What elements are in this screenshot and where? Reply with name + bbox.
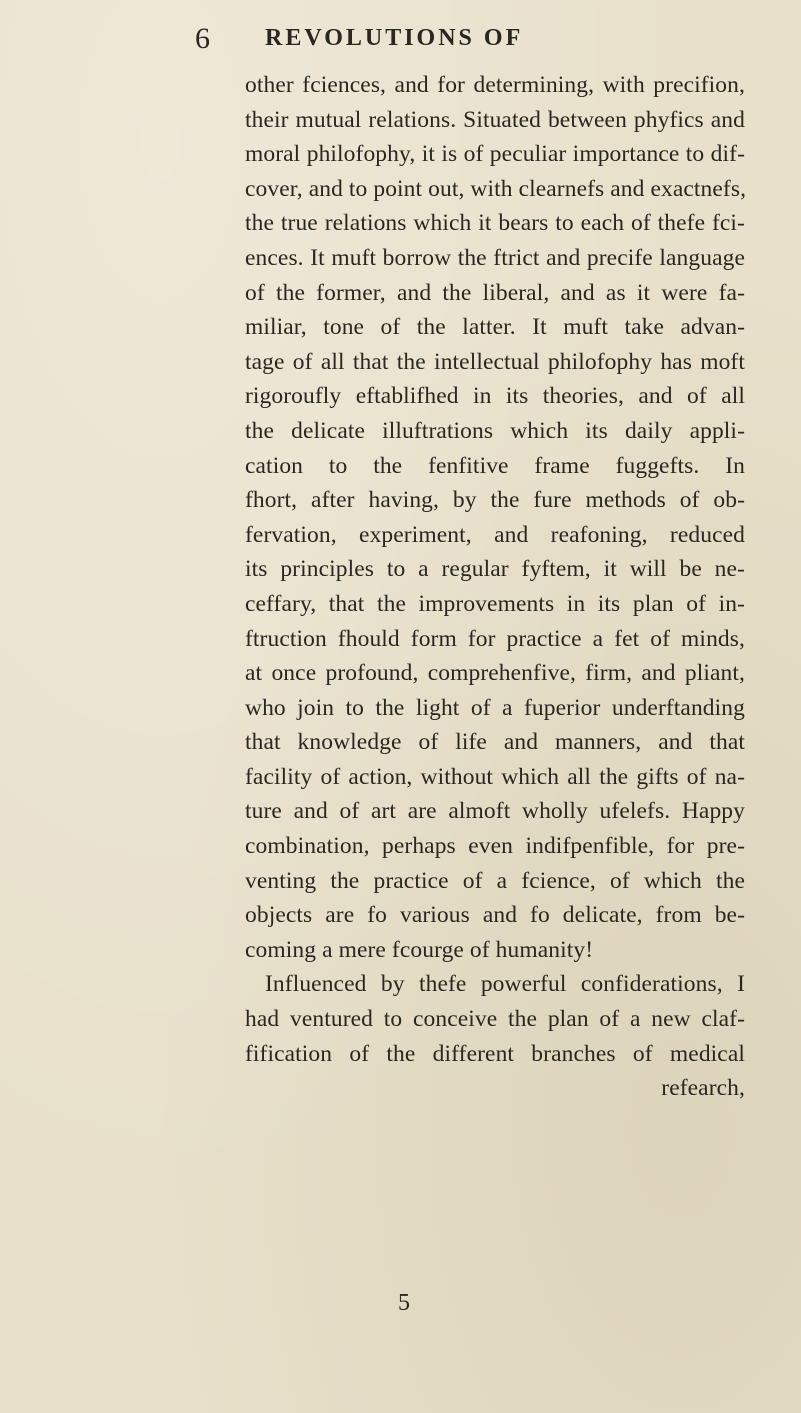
text-line: at once profound, comprehenfive, firm, and pliant, bbox=[245, 660, 745, 687]
text-line: their mutual relations. Situated between phyfics and bbox=[245, 106, 745, 133]
text-line: cation to the fenfitive frame fuggefts. In bbox=[245, 452, 745, 479]
text-line: ceffary, that the improvements in its plan of in- bbox=[245, 590, 745, 617]
text-line: coming a mere fcourge of humanity! bbox=[245, 936, 594, 963]
text-line: ture and of art are almoft wholly ufelefs. Happy bbox=[245, 798, 745, 825]
text-line: the true relations which it bears to each of thefe fci- bbox=[245, 210, 745, 237]
text-line: rigoroufly eftablifhed in its theories, and of all bbox=[245, 383, 745, 410]
text-line: other fciences, and for determining, with precifion, bbox=[245, 72, 745, 98]
page-header bbox=[195, 22, 615, 62]
running-head: REVOLUTIONS OF bbox=[265, 25, 524, 51]
text-line: objects are fo various and fo delicate, from be- bbox=[245, 902, 745, 929]
signature-mark: 5 bbox=[398, 1290, 410, 1316]
page-number: 6 bbox=[195, 22, 210, 55]
text-line: ftruction fhould form for practice a fet of minds, bbox=[245, 625, 745, 652]
text-line: facility of action, without which all the gifts of na- bbox=[245, 763, 745, 790]
text-line: of the former, and the liberal, and as it were fa- bbox=[245, 279, 745, 306]
text-line: moral philofophy, it is of peculiar importance to dif- bbox=[245, 141, 745, 168]
text-line: fervation, experiment, and reafoning, reduced bbox=[245, 521, 745, 548]
text-line: that knowledge of life and manners, and that bbox=[245, 729, 745, 756]
body-text bbox=[245, 68, 745, 1106]
text-line: who join to the light of a fuperior underftanding bbox=[245, 694, 745, 721]
text-line: combination, perhaps even indifpenfible, for pre- bbox=[245, 833, 745, 860]
text-line: tage of all that the intellectual philofophy has moft bbox=[245, 348, 745, 375]
text-line: cover, and to point out, with clearnefs and exactnefs, bbox=[245, 175, 747, 202]
text-line: had ventured to conceive the plan of a new claf- bbox=[245, 1006, 745, 1033]
text-line: fification of the different branches of medical bbox=[245, 1040, 745, 1067]
catchword: refearch, bbox=[661, 1075, 745, 1102]
text-line: miliar, tone of the latter. It muft take advan- bbox=[245, 314, 745, 341]
text-line: the delicate illuftrations which its daily appli- bbox=[245, 417, 745, 444]
text-line: fhort, after having, by the fure methods of ob- bbox=[245, 487, 745, 514]
text-line: its principles to a regular fyftem, it will be ne- bbox=[245, 556, 745, 583]
text-line: venting the practice of a fcience, of which the bbox=[245, 867, 745, 894]
text-line: ences. It muft borrow the ftrict and precife language bbox=[245, 244, 745, 271]
text-line: Influenced by thefe powerful confiderations, I bbox=[265, 971, 745, 998]
